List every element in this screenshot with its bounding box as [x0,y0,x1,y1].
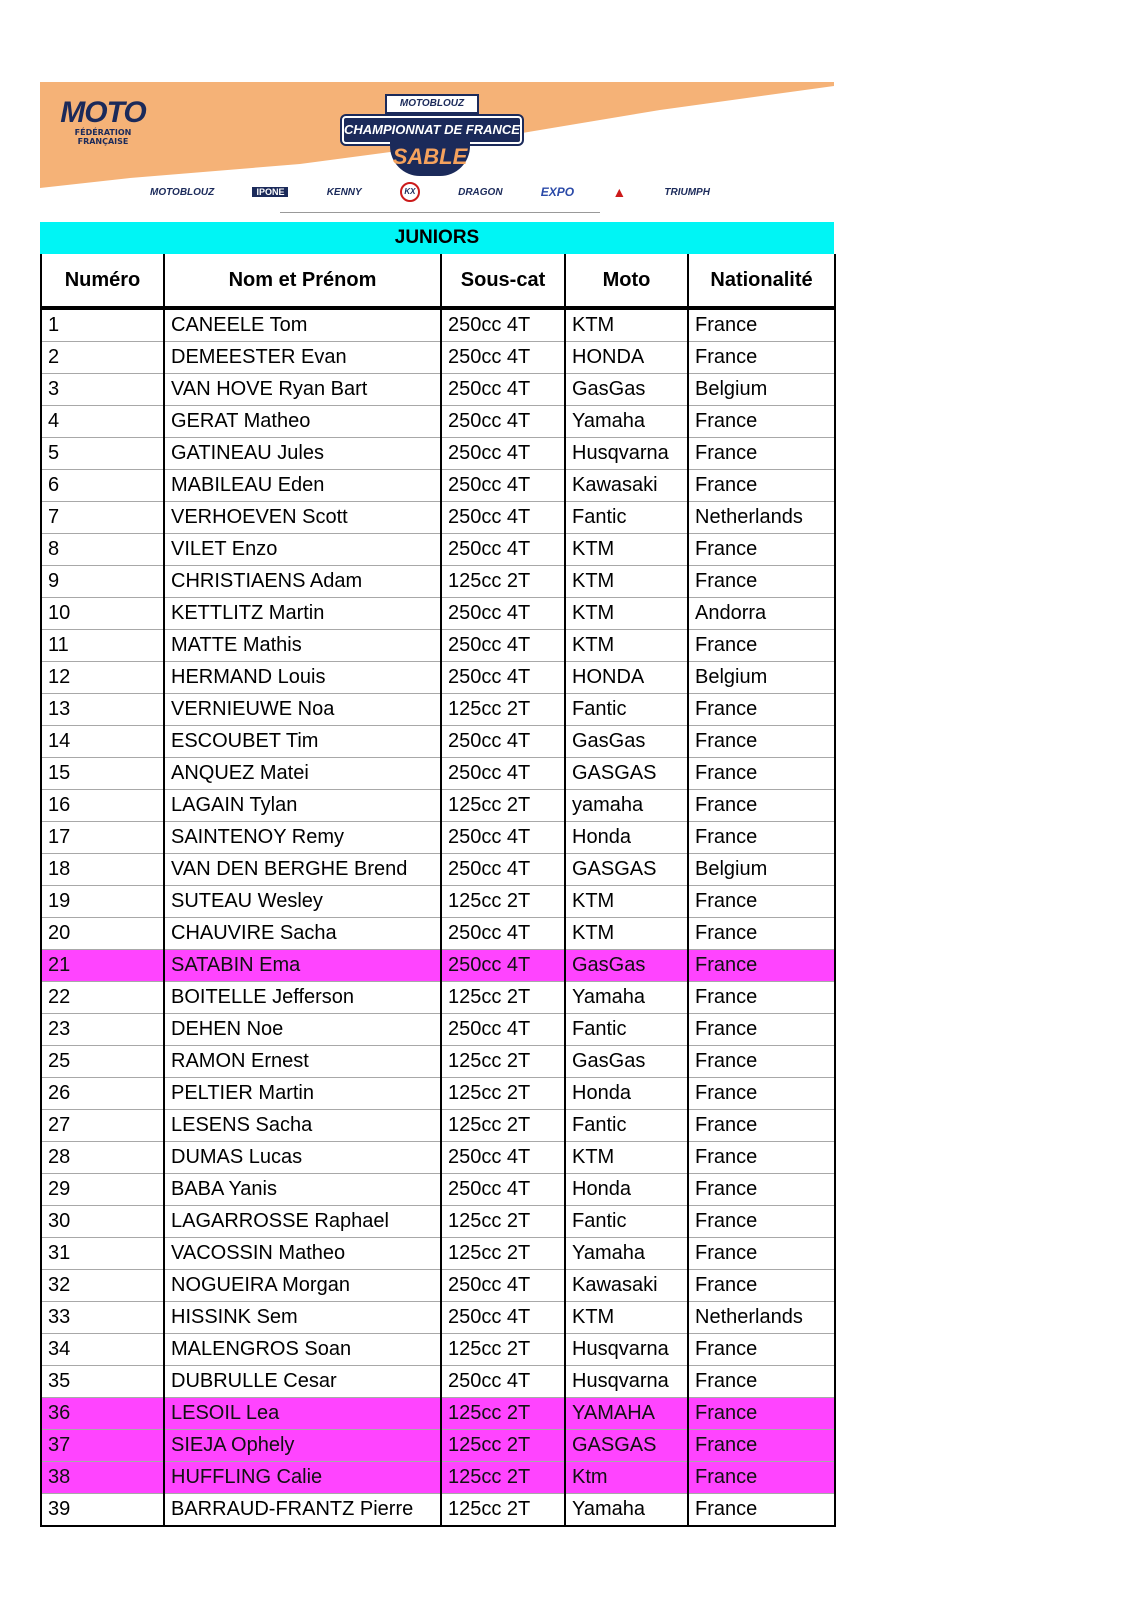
sponsor-ipone-logo: IPONE [252,187,288,197]
cell-nom: VILET Enzo [164,534,441,566]
cell-numero: 34 [41,1334,164,1366]
cell-sous-cat: 250cc 4T [441,662,565,694]
table-row [41,982,835,1014]
cell-sous-cat: 125cc 2T [441,566,565,598]
cell-moto: Husqvarna [565,438,688,470]
cell-sous-cat: 125cc 2T [441,982,565,1014]
table-row [41,1270,835,1302]
cell-moto: Kawasaki [565,470,688,502]
sponsor-motoblouz-logo: MOTOBLOUZ [150,186,215,198]
table-row [41,438,835,470]
sponsor-kenny-logo: KENNY [326,186,362,198]
table-row [41,374,835,406]
cell-moto: yamaha [565,790,688,822]
cell-moto: Yamaha [565,982,688,1014]
cell-moto: Fantic [565,1014,688,1046]
table-row [41,822,835,854]
cell-moto: Fantic [565,502,688,534]
cell-nationalite: Belgium [688,662,835,694]
cell-numero: 32 [41,1270,164,1302]
table-row [41,1174,835,1206]
sponsor-honda-logo: ▲ [612,184,627,200]
cell-sous-cat: 250cc 4T [441,1270,565,1302]
table-row [41,534,835,566]
cell-nom: BOITELLE Jefferson [164,982,441,1014]
entry-list-sheet [40,82,834,1527]
cell-moto: Kawasaki [565,1270,688,1302]
cell-nationalite: France [688,950,835,982]
cell-nom: BARRAUD-FRANTZ Pierre [164,1494,441,1527]
cell-nationalite: France [688,694,835,726]
cell-nationalite: France [688,342,835,374]
table-row [41,1398,835,1430]
ffm-logo-line1: FÉDÉRATION [74,128,132,137]
column-header-sous-cat: Sous-cat [441,254,565,308]
cell-moto: GasGas [565,726,688,758]
cell-numero: 10 [41,598,164,630]
table-row [41,342,835,374]
cell-sous-cat: 250cc 4T [441,406,565,438]
table-row [41,598,835,630]
cell-numero: 12 [41,662,164,694]
cell-numero: 1 [41,308,164,342]
table-row [41,1430,835,1462]
table-row [41,790,835,822]
cell-nationalite: France [688,758,835,790]
cell-nationalite: France [688,1142,835,1174]
cell-numero: 17 [41,822,164,854]
cell-numero: 9 [41,566,164,598]
cell-sous-cat: 250cc 4T [441,630,565,662]
cell-nom: BABA Yanis [164,1174,441,1206]
cell-nationalite: France [688,1206,835,1238]
cell-nationalite: France [688,470,835,502]
cell-numero: 26 [41,1078,164,1110]
cell-moto: Yamaha [565,1494,688,1527]
cell-nationalite: France [688,1270,835,1302]
cell-moto: Honda [565,822,688,854]
cell-nationalite: Andorra [688,598,835,630]
cell-numero: 8 [41,534,164,566]
cell-nationalite: France [688,1366,835,1398]
cell-nationalite: France [688,630,835,662]
cell-numero: 23 [41,1014,164,1046]
cell-nationalite: France [688,1014,835,1046]
cell-sous-cat: 125cc 2T [441,1078,565,1110]
cell-sous-cat: 250cc 4T [441,470,565,502]
table-row [41,1494,835,1527]
cell-numero: 11 [41,630,164,662]
cell-numero: 30 [41,1206,164,1238]
cell-numero: 38 [41,1462,164,1494]
ffm-logo [58,98,148,168]
cell-moto: Fantic [565,1206,688,1238]
cell-nom: DEMEESTER Evan [164,342,441,374]
cell-moto: Yamaha [565,1238,688,1270]
cell-moto: Husqvarna [565,1334,688,1366]
cell-nom: LAGAIN Tylan [164,790,441,822]
cell-sous-cat: 250cc 4T [441,950,565,982]
column-header-moto: Moto [565,254,688,308]
cell-numero: 29 [41,1174,164,1206]
cell-numero: 21 [41,950,164,982]
table-row [41,1014,835,1046]
cell-numero: 2 [41,342,164,374]
cell-sous-cat: 250cc 4T [441,918,565,950]
cell-sous-cat: 125cc 2T [441,1462,565,1494]
cell-sous-cat: 125cc 2T [441,1334,565,1366]
table-body [41,308,835,1526]
cell-sous-cat: 250cc 4T [441,342,565,374]
table-row [41,694,835,726]
cell-sous-cat: 250cc 4T [441,854,565,886]
cell-moto: KTM [565,630,688,662]
sponsor-kx-logo: KX [400,182,420,202]
cell-numero: 39 [41,1494,164,1527]
cell-sous-cat: 125cc 2T [441,1238,565,1270]
cell-moto: Honda [565,1174,688,1206]
cell-sous-cat: 250cc 4T [441,598,565,630]
cell-moto: HONDA [565,662,688,694]
cell-nationalite: France [688,438,835,470]
column-header-numero: Numéro [41,254,164,308]
cell-nom: SATABIN Ema [164,950,441,982]
cell-nom: DUBRULLE Cesar [164,1366,441,1398]
cell-moto: YAMAHA [565,1398,688,1430]
table-row [41,308,835,342]
cell-numero: 7 [41,502,164,534]
table-row [41,1078,835,1110]
table-row [41,1046,835,1078]
cell-nom: VACOSSIN Matheo [164,1238,441,1270]
cell-nom: CANEELE Tom [164,308,441,342]
cell-sous-cat: 250cc 4T [441,1142,565,1174]
cell-numero: 20 [41,918,164,950]
cell-moto: Husqvarna [565,1366,688,1398]
cell-sous-cat: 250cc 4T [441,438,565,470]
table-row [41,886,835,918]
cell-sous-cat: 250cc 4T [441,758,565,790]
cell-nom: CHAUVIRE Sacha [164,918,441,950]
cell-numero: 18 [41,854,164,886]
cell-nom: PELTIER Martin [164,1078,441,1110]
cell-moto: Fantic [565,1110,688,1142]
cell-numero: 31 [41,1238,164,1270]
table-row [41,726,835,758]
cell-nom: CHRISTIAENS Adam [164,566,441,598]
cell-moto: GasGas [565,950,688,982]
table-row [41,566,835,598]
table-row [41,630,835,662]
cell-moto: KTM [565,918,688,950]
cell-sous-cat: 125cc 2T [441,790,565,822]
table-row [41,406,835,438]
championship-logo-sponsor: MOTOBLOUZ [385,94,479,114]
cell-sous-cat: 250cc 4T [441,1302,565,1334]
championship-logo-title: CHAMPIONNAT DE FRANCE [342,116,522,144]
column-header-nom: Nom et Prénom [164,254,441,308]
cell-nom: MALENGROS Soan [164,1334,441,1366]
ffm-logo-line2: FRANÇAISE [77,137,129,146]
table-row [41,662,835,694]
cell-moto: HONDA [565,342,688,374]
cell-numero: 14 [41,726,164,758]
table-row [41,1238,835,1270]
cell-numero: 37 [41,1430,164,1462]
table-row [41,502,835,534]
cell-nom: NOGUEIRA Morgan [164,1270,441,1302]
cell-nom: GERAT Matheo [164,406,441,438]
cell-sous-cat: 250cc 4T [441,374,565,406]
cell-numero: 25 [41,1046,164,1078]
table-row [41,1462,835,1494]
cell-nom: ANQUEZ Matei [164,758,441,790]
cell-sous-cat: 125cc 2T [441,1398,565,1430]
cell-moto: KTM [565,886,688,918]
cell-nom: VAN HOVE Ryan Bart [164,374,441,406]
table-header-row [41,254,835,308]
cell-nom: VAN DEN BERGHE Brend [164,854,441,886]
cell-moto: GasGas [565,374,688,406]
cell-sous-cat: 250cc 4T [441,1174,565,1206]
table-row [41,950,835,982]
cell-nom: KETTLITZ Martin [164,598,441,630]
cell-numero: 35 [41,1366,164,1398]
section-title: JUNIORS [40,222,834,254]
cell-nationalite: France [688,1334,835,1366]
cell-moto: KTM [565,566,688,598]
cell-moto: Yamaha [565,406,688,438]
cell-sous-cat: 250cc 4T [441,822,565,854]
sponsor-expo-logo: EXPO [540,185,575,199]
cell-sous-cat: 250cc 4T [441,1366,565,1398]
cell-sous-cat: 125cc 2T [441,694,565,726]
cell-numero: 5 [41,438,164,470]
cell-numero: 33 [41,1302,164,1334]
cell-moto: GASGAS [565,1430,688,1462]
cell-numero: 3 [41,374,164,406]
cell-nationalite: France [688,566,835,598]
table-row [41,854,835,886]
cell-nom: DUMAS Lucas [164,1142,441,1174]
cell-nom: HUFFLING Calie [164,1462,441,1494]
cell-numero: 15 [41,758,164,790]
cell-numero: 28 [41,1142,164,1174]
cell-nom: GATINEAU Jules [164,438,441,470]
table-row [41,470,835,502]
cell-nationalite: France [688,1174,835,1206]
cell-moto: Fantic [565,694,688,726]
cell-nom: HERMAND Louis [164,662,441,694]
header-banner [40,82,834,222]
cell-nom: LESENS Sacha [164,1110,441,1142]
cell-nationalite: Belgium [688,854,835,886]
cell-moto: KTM [565,598,688,630]
cell-nationalite: France [688,1430,835,1462]
sponsor-strip [150,180,710,204]
cell-numero: 36 [41,1398,164,1430]
table-row [41,1366,835,1398]
column-header-nationalite: Nationalité [688,254,835,308]
cell-numero: 4 [41,406,164,438]
cell-nationalite: France [688,1238,835,1270]
cell-nationalite: France [688,1078,835,1110]
ffm-logo-main: MOTO [60,96,146,129]
cell-numero: 22 [41,982,164,1014]
cell-nationalite: France [688,406,835,438]
cell-numero: 16 [41,790,164,822]
cell-nom: VERNIEUWE Noa [164,694,441,726]
cell-nationalite: France [688,1494,835,1527]
cell-moto: KTM [565,1302,688,1334]
cell-nom: HISSINK Sem [164,1302,441,1334]
cell-numero: 27 [41,1110,164,1142]
cell-nationalite: France [688,1462,835,1494]
sponsor-triumph-logo: TRIUMPH [664,186,710,198]
cell-nationalite: Netherlands [688,1302,835,1334]
cell-nationalite: France [688,982,835,1014]
cell-moto: KTM [565,534,688,566]
cell-nom: ESCOUBET Tim [164,726,441,758]
cell-nom: MATTE Mathis [164,630,441,662]
cell-sous-cat: 250cc 4T [441,534,565,566]
cell-nom: MABILEAU Eden [164,470,441,502]
cell-nom: VERHOEVEN Scott [164,502,441,534]
cell-nationalite: France [688,1110,835,1142]
table-row [41,1110,835,1142]
cell-moto: Honda [565,1078,688,1110]
cell-numero: 13 [41,694,164,726]
cell-moto: GASGAS [565,854,688,886]
cell-nationalite: France [688,918,835,950]
cell-nom: SAINTENOY Remy [164,822,441,854]
cell-nationalite: France [688,886,835,918]
cell-sous-cat: 250cc 4T [441,726,565,758]
cell-nom: SIEJA Ophely [164,1430,441,1462]
cell-moto: GASGAS [565,758,688,790]
cell-nationalite: France [688,822,835,854]
cell-sous-cat: 125cc 2T [441,1206,565,1238]
table-row [41,918,835,950]
championship-logo-subtitle: SABLE [390,142,470,176]
cell-nationalite: France [688,726,835,758]
sponsor-dragon-logo: DRAGON [458,186,503,198]
cell-moto: KTM [565,1142,688,1174]
cell-sous-cat: 125cc 2T [441,1430,565,1462]
table-row [41,1334,835,1366]
table-row [41,1302,835,1334]
cell-sous-cat: 250cc 4T [441,308,565,342]
cell-nationalite: Netherlands [688,502,835,534]
championship-logo [340,90,520,180]
cell-nationalite: France [688,1398,835,1430]
cell-numero: 19 [41,886,164,918]
cell-nationalite: France [688,308,835,342]
table-row [41,1142,835,1174]
cell-numero: 6 [41,470,164,502]
cell-sous-cat: 125cc 2T [441,1046,565,1078]
riders-table [40,254,836,1527]
cell-nationalite: France [688,790,835,822]
cell-nom: LAGARROSSE Raphael [164,1206,441,1238]
cell-sous-cat: 125cc 2T [441,1494,565,1527]
cell-nationalite: France [688,1046,835,1078]
cell-nom: SUTEAU Wesley [164,886,441,918]
cell-nationalite: Belgium [688,374,835,406]
cell-nationalite: France [688,534,835,566]
cell-sous-cat: 125cc 2T [441,886,565,918]
cell-sous-cat: 125cc 2T [441,1110,565,1142]
table-row [41,758,835,790]
cell-moto: KTM [565,308,688,342]
cell-sous-cat: 250cc 4T [441,502,565,534]
cell-nom: LESOIL Lea [164,1398,441,1430]
cell-moto: Ktm [565,1462,688,1494]
table-row [41,1206,835,1238]
cell-nom: RAMON Ernest [164,1046,441,1078]
cell-sous-cat: 250cc 4T [441,1014,565,1046]
cell-nom: DEHEN Noe [164,1014,441,1046]
banner-divider [280,212,600,213]
cell-moto: GasGas [565,1046,688,1078]
